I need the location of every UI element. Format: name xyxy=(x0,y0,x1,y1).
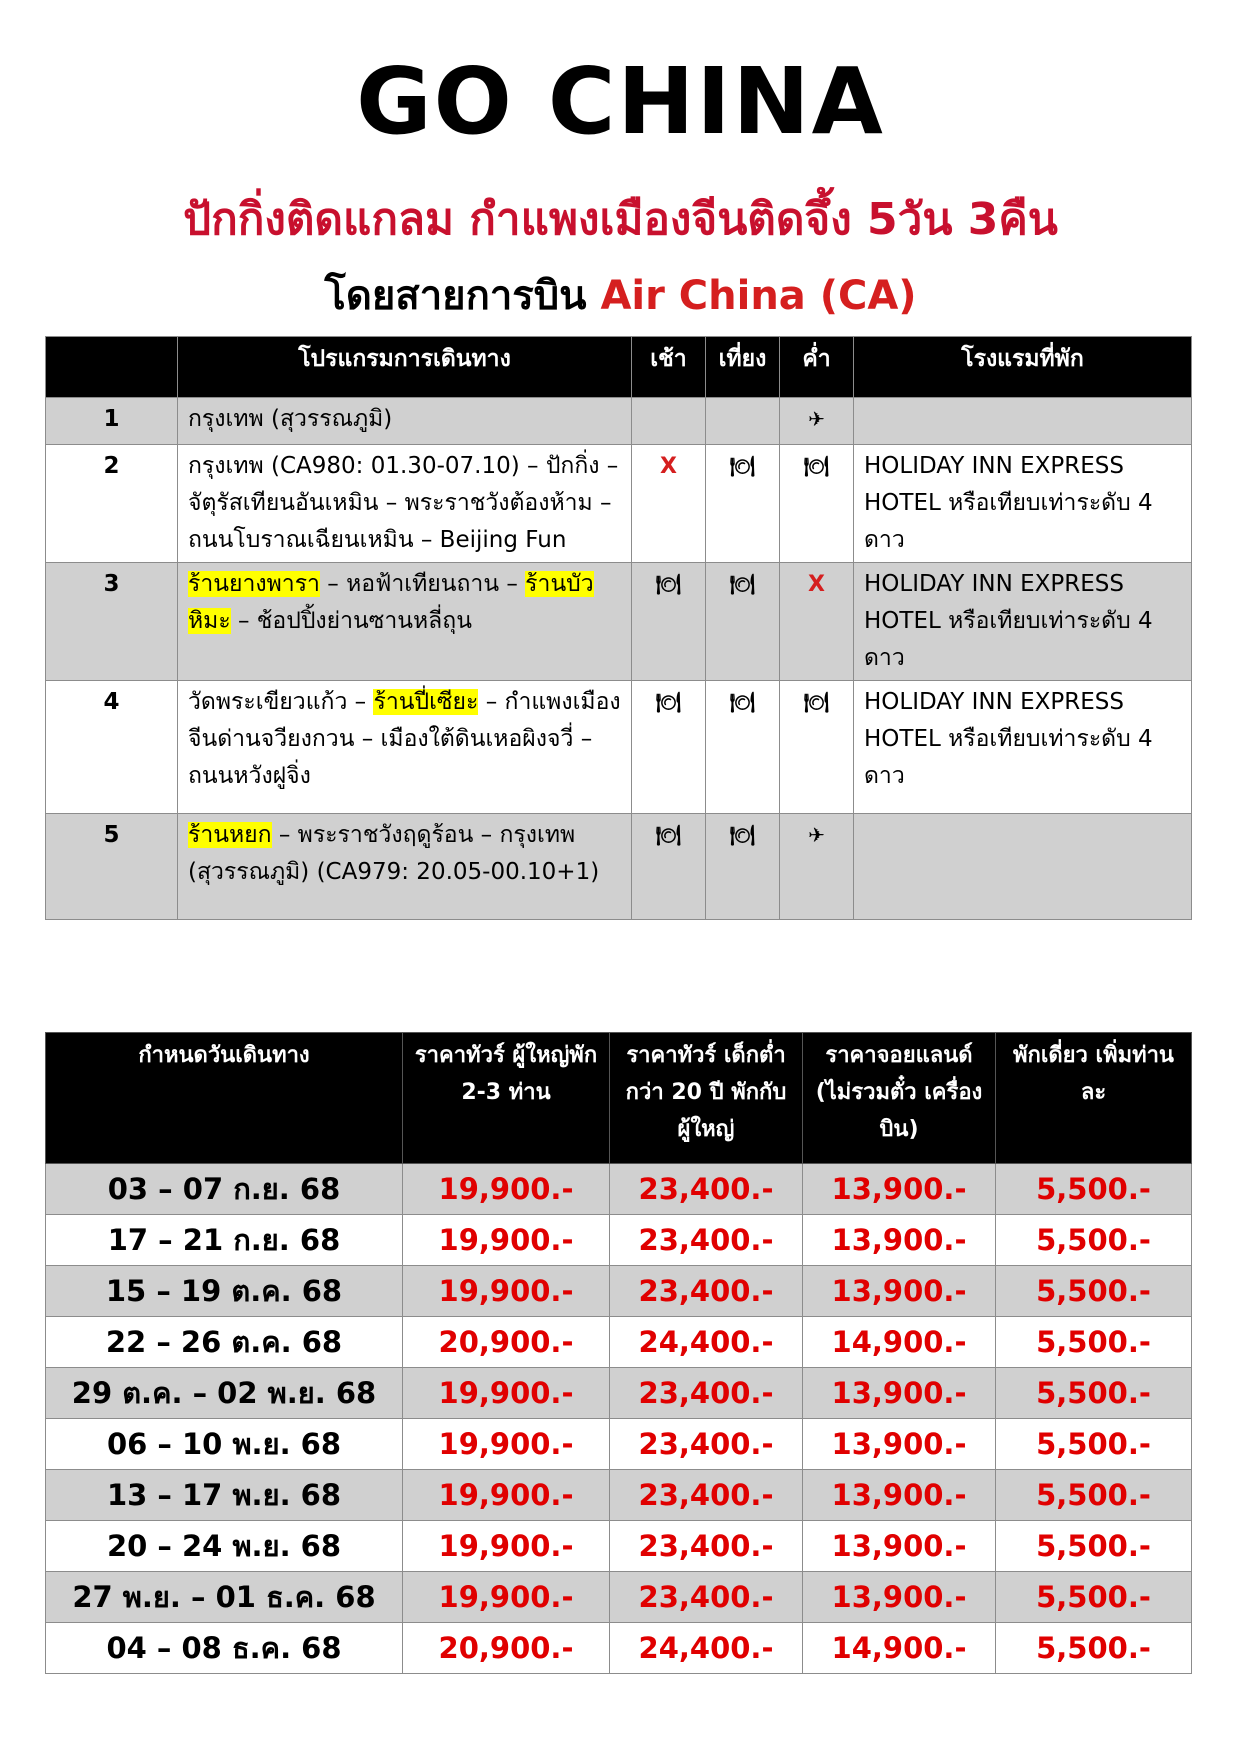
meal-icon: 🍽 xyxy=(655,690,682,714)
day-number: 3 xyxy=(46,563,178,681)
hotel-cell: HOLIDAY INN EXPRESS HOTEL หรือเทียบเท่าระดับ 4 ดาว xyxy=(854,563,1192,681)
single-supplement: 5,500.- xyxy=(996,1572,1192,1623)
breakfast-no-meal-mark xyxy=(632,445,706,563)
program-cell xyxy=(178,563,632,681)
day-number: 5 xyxy=(46,814,178,920)
adult-price: 19,900.- xyxy=(403,1266,610,1317)
date-header: กำหนดวันเดินทาง xyxy=(46,1033,403,1164)
adult-price: 20,900.- xyxy=(403,1317,610,1368)
adult-price-header: ราคาทัวร์ ผู้ใหญ่พัก 2-3 ท่าน xyxy=(403,1033,610,1164)
child-price: 23,400.- xyxy=(610,1572,803,1623)
program-cell xyxy=(178,814,632,920)
adult-price: 20,900.- xyxy=(403,1623,610,1674)
program-text: – ช้อปปิ้งย่านซานหลี่ถุน xyxy=(230,608,472,634)
program-text: กรุงเทพ (CA980: 01.30-07.10) – ปักกิ่ง – จัตุรัสเทียนอันเหมิน – พระราชวังต้องห้าม – ถนนโบราณเฉียนเหมิน – Beijing Fun xyxy=(188,453,619,553)
no-meal-mark: X xyxy=(660,454,677,479)
adult-price: 19,900.- xyxy=(403,1521,610,1572)
program-text: – กำแพงเมืองจีนด่านจวียงกวน – เมืองใต้ดินเหอผิงจวี่ – ถนนหวังฝูจิ่ง xyxy=(188,689,621,789)
hotel-cell xyxy=(854,814,1192,920)
day-header xyxy=(46,337,178,398)
joinland-price: 13,900.- xyxy=(803,1521,996,1572)
adult-price: 19,900.- xyxy=(403,1368,610,1419)
joinland-price: 13,900.- xyxy=(803,1266,996,1317)
adult-price: 19,900.- xyxy=(403,1470,610,1521)
day-number: 1 xyxy=(46,398,178,445)
price-row xyxy=(46,1572,1192,1623)
hotel-cell xyxy=(854,398,1192,445)
travel-date: 17 – 21 ก.ย. 68 xyxy=(46,1215,403,1266)
price-row xyxy=(46,1164,1192,1215)
travel-date: 06 – 10 พ.ย. 68 xyxy=(46,1419,403,1470)
joinland-price: 14,900.- xyxy=(803,1317,996,1368)
single-supplement: 5,500.- xyxy=(996,1215,1192,1266)
travel-date: 04 – 08 ธ.ค. 68 xyxy=(46,1623,403,1674)
child-price-header: ราคาทัวร์ เด็กต่ำกว่า 20 ปี พักกับผู้ใหญ่ xyxy=(610,1033,803,1164)
single-supplement: 5,500.- xyxy=(996,1623,1192,1674)
program-text: – พระราชวังฤดูร้อน – กรุงเทพ (สุวรรณภูมิ) (CA979: 20.05-00.10+1) xyxy=(188,822,600,885)
child-price: 23,400.- xyxy=(610,1215,803,1266)
breakfast-empty xyxy=(632,398,706,445)
dinner-header: ค่ำ xyxy=(780,337,854,398)
shop-stop-highlight: ร้านปี่เซียะ xyxy=(373,689,479,715)
joinland-price: 13,900.- xyxy=(803,1164,996,1215)
price-header-row xyxy=(46,1033,1192,1164)
dinner-plane-icon xyxy=(780,814,854,920)
dinner-meal-icon xyxy=(780,681,854,814)
meal-icon: 🍽 xyxy=(803,690,830,714)
price-row xyxy=(46,1419,1192,1470)
adult-price: 19,900.- xyxy=(403,1572,610,1623)
hotel-cell: HOLIDAY INN EXPRESS HOTEL หรือเทียบเท่าระดับ 4 ดาว xyxy=(854,445,1192,563)
price-table xyxy=(45,1032,1192,1674)
itinerary-header-row xyxy=(46,337,1192,398)
breakfast-meal-icon xyxy=(632,681,706,814)
airline-line xyxy=(0,268,1241,324)
shop-stop-highlight: ร้านบัวหิมะ xyxy=(188,571,594,634)
child-price: 24,400.- xyxy=(610,1317,803,1368)
travel-date: 29 ต.ค. – 02 พ.ย. 68 xyxy=(46,1368,403,1419)
travel-date: 22 – 26 ต.ค. 68 xyxy=(46,1317,403,1368)
program-header: โปรแกรมการเดินทาง xyxy=(178,337,632,398)
joinland-price: 13,900.- xyxy=(803,1572,996,1623)
hotel-header: โรงแรมที่พัก xyxy=(854,337,1192,398)
airline-name: Air China (CA) xyxy=(600,273,917,319)
child-price: 24,400.- xyxy=(610,1623,803,1674)
single-supplement: 5,500.- xyxy=(996,1317,1192,1368)
tour-subtitle: ปักกิ่งติดแกลม กำแพงเมืองจีนติดจึ้ง 5วัน 3คืน xyxy=(183,194,1058,245)
meal-icon: 🍽 xyxy=(729,690,756,714)
day-number: 2 xyxy=(46,445,178,563)
travel-date: 03 – 07 ก.ย. 68 xyxy=(46,1164,403,1215)
program-text: วัดพระเขียวแก้ว – xyxy=(188,689,374,715)
itinerary-row xyxy=(46,398,1192,445)
price-body xyxy=(46,1164,1192,1674)
dinner-plane-icon xyxy=(780,398,854,445)
price-row xyxy=(46,1266,1192,1317)
adult-price: 19,900.- xyxy=(403,1215,610,1266)
travel-date: 20 – 24 พ.ย. 68 xyxy=(46,1521,403,1572)
dinner-no-meal-mark xyxy=(780,563,854,681)
joinland-price: 13,900.- xyxy=(803,1470,996,1521)
meal-icon: 🍽 xyxy=(803,454,830,478)
child-price: 23,400.- xyxy=(610,1164,803,1215)
child-price: 23,400.- xyxy=(610,1419,803,1470)
itinerary-row xyxy=(46,681,1192,814)
breakfast-meal-icon xyxy=(632,563,706,681)
price-row xyxy=(46,1215,1192,1266)
single-supplement-header: พักเดี่ยว เพิ่มท่านละ xyxy=(996,1033,1192,1164)
adult-price: 19,900.- xyxy=(403,1419,610,1470)
lunch-header: เที่ยง xyxy=(706,337,780,398)
lunch-meal-icon xyxy=(706,681,780,814)
program-text: – หอฟ้าเทียนถาน – xyxy=(319,571,526,597)
lunch-meal-icon xyxy=(706,445,780,563)
single-supplement: 5,500.- xyxy=(996,1470,1192,1521)
meal-icon: 🍽 xyxy=(729,572,756,596)
dinner-meal-icon xyxy=(780,445,854,563)
meal-icon: 🍽 xyxy=(655,823,682,847)
breakfast-header: เช้า xyxy=(632,337,706,398)
price-row xyxy=(46,1317,1192,1368)
price-row xyxy=(46,1623,1192,1674)
lunch-empty xyxy=(706,398,780,445)
hotel-cell: HOLIDAY INN EXPRESS HOTEL หรือเทียบเท่าระดับ 4 ดาว xyxy=(854,681,1192,814)
price-row xyxy=(46,1470,1192,1521)
itinerary-table xyxy=(45,336,1192,920)
child-price: 23,400.- xyxy=(610,1521,803,1572)
travel-date: 13 – 17 พ.ย. 68 xyxy=(46,1470,403,1521)
travel-date: 27 พ.ย. – 01 ธ.ค. 68 xyxy=(46,1572,403,1623)
travel-date: 15 – 19 ต.ค. 68 xyxy=(46,1266,403,1317)
child-price: 23,400.- xyxy=(610,1266,803,1317)
program-text: กรุงเทพ (สุวรรณภูมิ) xyxy=(188,406,393,432)
adult-price: 19,900.- xyxy=(403,1164,610,1215)
program-cell xyxy=(178,398,632,445)
breakfast-meal-icon xyxy=(632,814,706,920)
shop-stop-highlight: ร้านยางพารา xyxy=(188,571,320,597)
single-supplement: 5,500.- xyxy=(996,1419,1192,1470)
itinerary-row xyxy=(46,814,1192,920)
single-supplement: 5,500.- xyxy=(996,1164,1192,1215)
child-price: 23,400.- xyxy=(610,1368,803,1419)
airline-prefix: โดยสายการบิน xyxy=(324,273,587,319)
program-cell xyxy=(178,681,632,814)
shop-stop-highlight: ร้านหยก xyxy=(188,822,272,848)
no-meal-mark: X xyxy=(808,572,825,597)
meal-icon: 🍽 xyxy=(655,572,682,596)
joinland-price: 13,900.- xyxy=(803,1419,996,1470)
meal-icon: 🍽 xyxy=(729,823,756,847)
joinland-price: 13,900.- xyxy=(803,1368,996,1419)
lunch-meal-icon xyxy=(706,814,780,920)
joinland-price-header: ราคาจอยแลนด์ (ไม่รวมตั๋ว เครื่องบิน) xyxy=(803,1033,996,1164)
brand-title: GO CHINA xyxy=(356,48,885,155)
itinerary-body xyxy=(46,398,1192,920)
meal-icon: 🍽 xyxy=(729,454,756,478)
single-supplement: 5,500.- xyxy=(996,1368,1192,1419)
joinland-price: 14,900.- xyxy=(803,1623,996,1674)
lunch-meal-icon xyxy=(706,563,780,681)
price-row xyxy=(46,1368,1192,1419)
day-number: 4 xyxy=(46,681,178,814)
joinland-price: 13,900.- xyxy=(803,1215,996,1266)
price-row xyxy=(46,1521,1192,1572)
plane-icon: ✈ xyxy=(808,407,825,431)
single-supplement: 5,500.- xyxy=(996,1266,1192,1317)
child-price: 23,400.- xyxy=(610,1470,803,1521)
plane-icon: ✈ xyxy=(808,823,825,847)
itinerary-row xyxy=(46,445,1192,563)
program-cell xyxy=(178,445,632,563)
single-supplement: 5,500.- xyxy=(996,1521,1192,1572)
itinerary-row xyxy=(46,563,1192,681)
